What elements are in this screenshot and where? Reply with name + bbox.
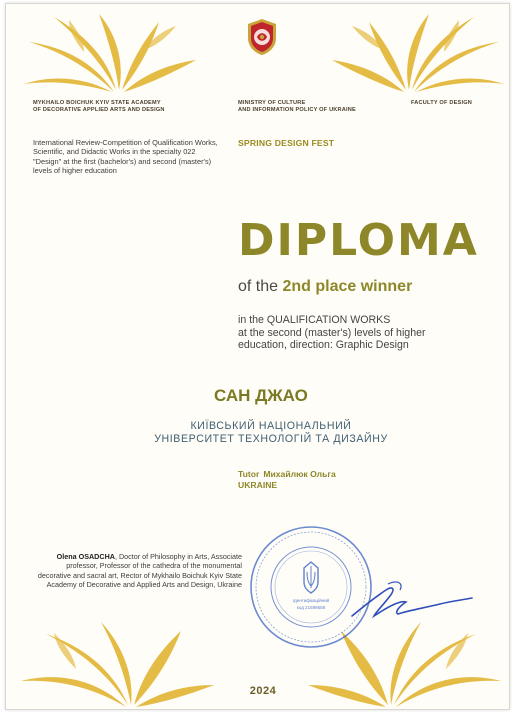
top-right-leaf-ornament (326, 12, 504, 94)
competition-description: International Review-Competition of Qualification Works, Scientific, and Didactic Works in the specialty 022 "Design" at the first (bachelor's) and second (master's) levels of higher education (33, 138, 218, 176)
signer-details: , Doctor of Philosophy in Arts, Associate professor, Professor of the cathedra of the monumental decorative and sacral art, Rector of Mykhailo Boichuk Kyiv State Academy of Decorative and Applied Arts and Design, Ukraine (37, 552, 242, 589)
ministry-header (238, 100, 398, 114)
bottom-left-leaf-ornament (16, 619, 216, 709)
academy-line-2: OF DECORATIVE APPLIED ARTS AND DESIGN (33, 107, 165, 113)
academy-emblem (245, 18, 279, 56)
winner-name: САН ДЖАО (214, 386, 308, 405)
level-line-3: education, direction: Graphic Design (238, 339, 409, 352)
signer-name: Olena OSADCHA (56, 552, 115, 561)
level-line-1: in the QUALIFICATION WORKS (238, 314, 391, 326)
institution-name (146, 420, 396, 446)
stamp-id-label: Ідентифікаційний (292, 598, 330, 603)
ministry-line-2: AND INFORMATION POLICY OF UKRAINE (238, 107, 356, 113)
place-highlight: 2nd place winner (282, 278, 413, 295)
qualification-level (238, 314, 498, 352)
place-line (238, 278, 412, 296)
rector-signature (344, 576, 474, 628)
academy-line-1: MYKHAILO BOICHUK KYIV STATE ACADEMY (33, 100, 161, 106)
signer-credentials (33, 552, 242, 589)
place-prefix: of the (238, 278, 283, 295)
tutor-label: Tutor (238, 469, 260, 479)
faculty-header: FACULTY OF DESIGN (411, 100, 472, 106)
ministry-line-1: MINISTRY OF CULTURE (238, 100, 306, 106)
fest-name: SPRING DESIGN FEST (238, 138, 335, 148)
institution-line-2: УНІВЕРСИТЕТ ТЕХНОЛОГІЙ ТА ДИЗАЙНУ (154, 433, 388, 445)
top-left-leaf-ornament (24, 12, 199, 94)
tutor-block (238, 469, 336, 491)
institution-line-1: КИЇВСЬКИЙ НАЦІОНАЛЬНИЙ (190, 420, 352, 432)
level-line-2: at the second (master's) levels of higher (238, 326, 426, 339)
tutor-country: UKRAINE (238, 480, 278, 490)
diploma-page (5, 3, 510, 710)
stamp-code: код 21599558 (296, 605, 326, 610)
tutor-name: Михайлюк Ольга (263, 469, 336, 479)
diploma-year: 2024 (249, 685, 277, 697)
academy-header (33, 100, 213, 114)
diploma-title: DIPLOMA (238, 215, 479, 266)
